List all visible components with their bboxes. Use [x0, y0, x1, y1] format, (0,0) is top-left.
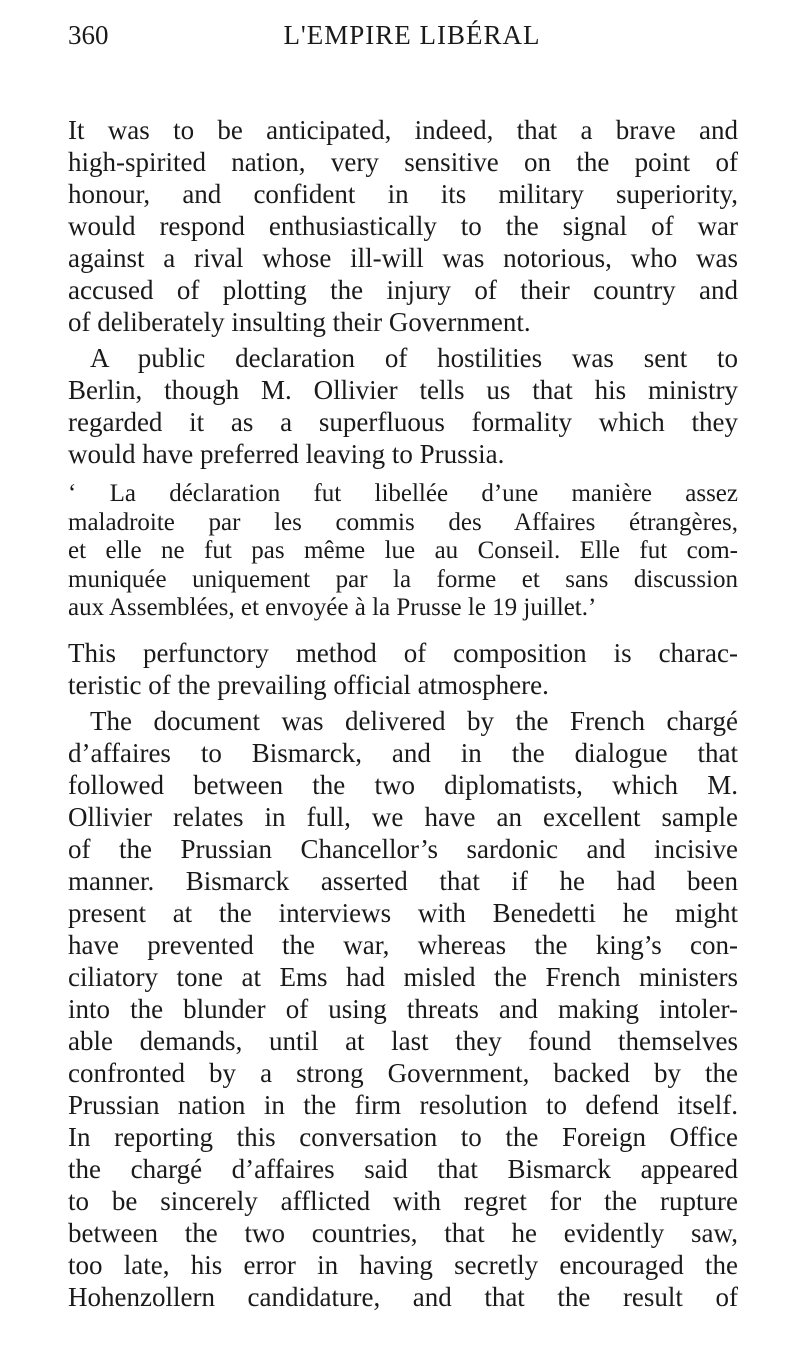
text-line: against a rival whose ill-will was notorious, who was [68, 243, 738, 273]
block-quote [68, 480, 738, 623]
text-line: et elle ne fut pas même lue au Conseil. Elle fut com- [68, 537, 738, 564]
text-line: followed between the two diplomatists, which M. [68, 769, 738, 800]
page-number: 360 [68, 20, 109, 50]
paragraph [68, 705, 738, 1313]
text-line: ‘ La déclaration fut libellée d’une manière assez [68, 480, 738, 507]
page-body [68, 114, 738, 1317]
text-line: would have preferred leaving to Prussia. [68, 439, 505, 469]
text-line: of deliberately insulting their Government. [68, 307, 531, 337]
text-line: able demands, until at last they found themselves [68, 1025, 738, 1056]
text-line: manner. Bismarck asserted that if he had been [68, 865, 738, 896]
text-line: muniquée uniquement par la forme et sans discussion [68, 565, 738, 593]
text-line: present at the interviews with Benedetti he might [68, 897, 738, 928]
text-line: A public declaration of hostilities was sent to [90, 343, 738, 373]
text-line: regarded it as a superfluous formality which they [68, 407, 738, 437]
text-line: d’affaires to Bismarck, and in the dialogue that [68, 737, 738, 768]
text-line: accused of plotting the injury of their country and [68, 275, 738, 305]
text-line: In reporting this conversation to the Foreign Office [68, 1121, 738, 1152]
text-line: too late, his error in having secretly encouraged the [68, 1249, 738, 1280]
text-line: honour, and confident in its military superiority, [68, 179, 738, 209]
paragraph [68, 637, 738, 701]
text-line: Berlin, though M. Ollivier tells us that his ministry [68, 375, 738, 405]
text-line: to be sincerely afflicted with regret for the rupture [68, 1185, 738, 1216]
text-line: Ollivier relates in full, we have an excellent sample [68, 801, 738, 832]
text-line: between the two countries, that he evidently saw, [68, 1217, 738, 1248]
paragraph [68, 342, 738, 470]
text-line: into the blunder of using threats and making intoler- [68, 993, 738, 1024]
text-line: ciliatory tone at Ems had misled the French ministers [68, 961, 738, 992]
text-line: confronted by a strong Government, backed by the [68, 1057, 738, 1088]
text-line: aux Assemblées, et envoyée à la Prusse le 19 juillet.’ [68, 594, 597, 621]
text-line: This perfunctory method of composition is charac- [68, 637, 738, 668]
text-line: would respond enthusiastically to the signal of war [68, 211, 738, 241]
text-line: the chargé d’affaires said that Bismarck appeared [68, 1153, 738, 1184]
text-line: of the Prussian Chancellor’s sardonic and incisive [68, 833, 738, 864]
text-line: maladroite par les commis des Affaires étrangères, [68, 508, 738, 536]
running-title: L'EMPIRE LIBÉRAL [283, 20, 541, 50]
text-line: The document was delivered by the French chargé [90, 705, 738, 736]
text-line: have prevented the war, whereas the king’s con- [68, 929, 738, 960]
paragraph [68, 114, 738, 338]
text-line: Prussian nation in the firm resolution to defend itself. [68, 1089, 738, 1120]
text-line: It was to be anticipated, indeed, that a brave and [68, 115, 738, 145]
text-line: Hohenzollern candidature, and that the result of [68, 1281, 738, 1312]
text-line: high-spirited nation, very sensitive on the point of [68, 147, 738, 177]
text-line: teristic of the prevailing official atmosphere. [68, 669, 549, 700]
